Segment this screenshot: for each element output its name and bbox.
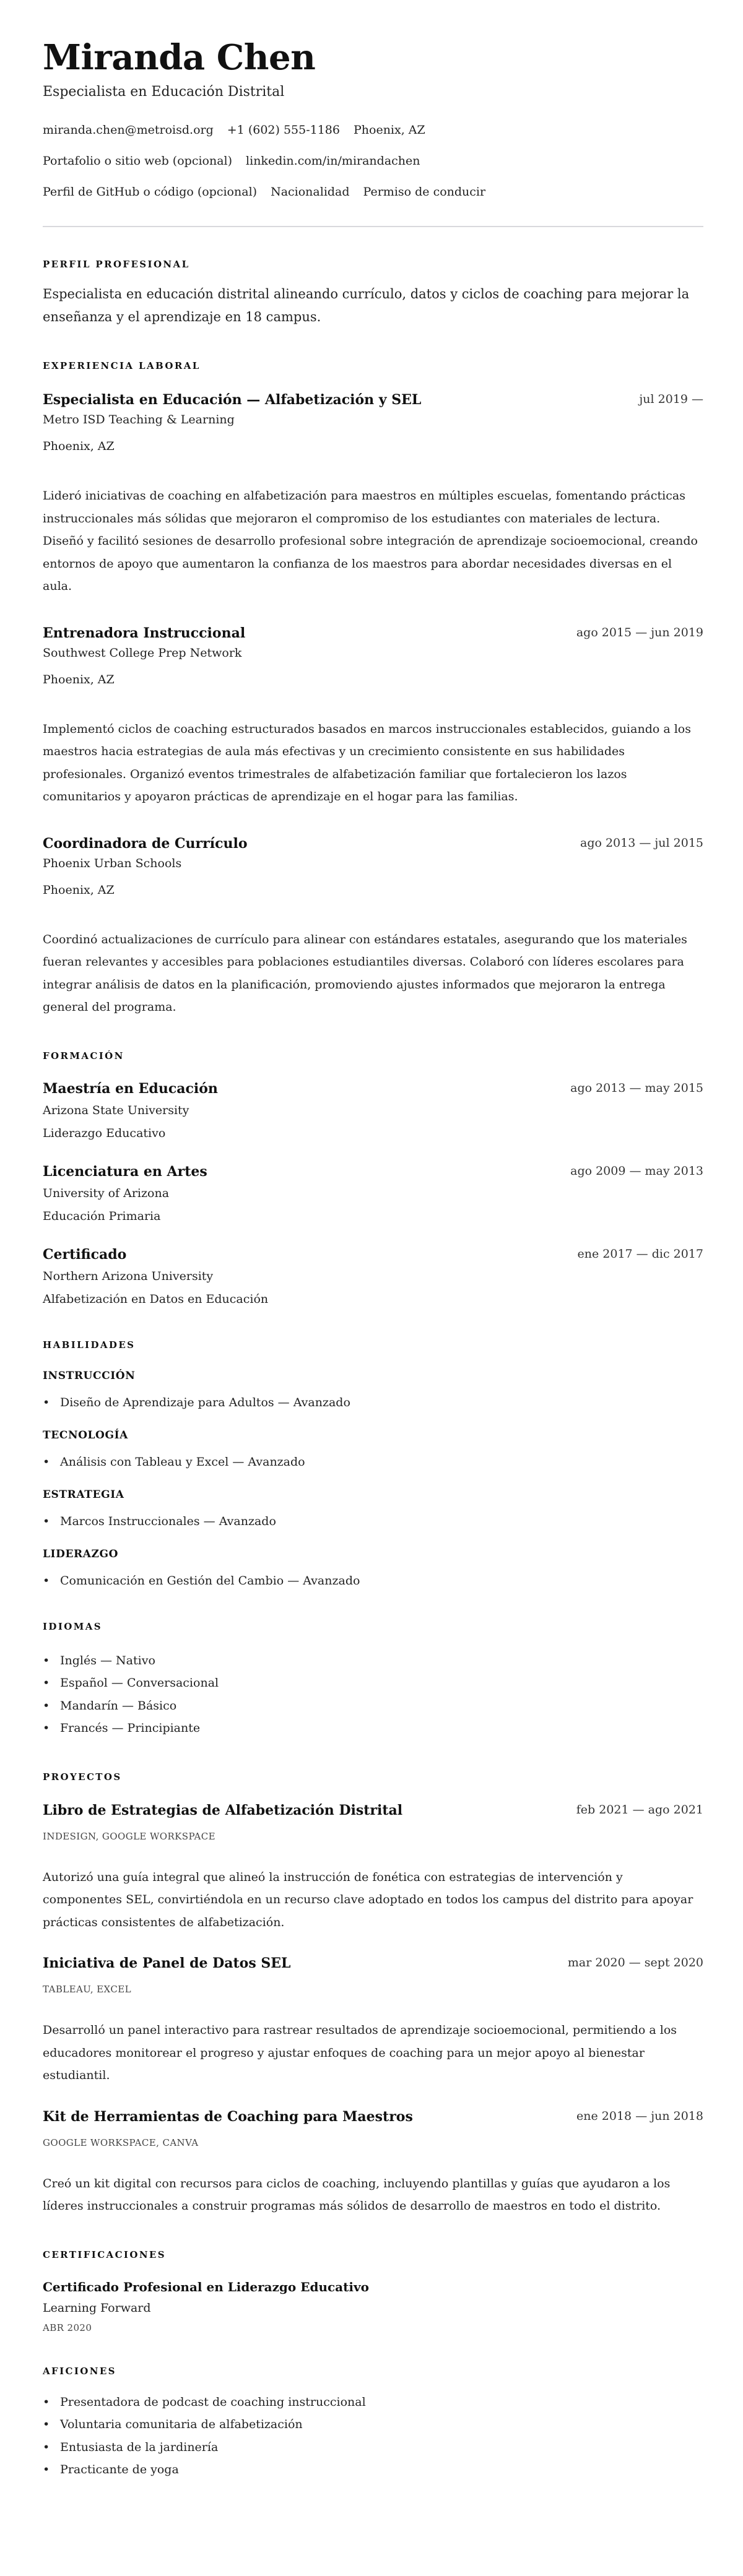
- summary-text: Especialista en educación distrital alineando currículo, datos y ciclos de coaching para mejorar la enseñanza y el aprendizaje en 18 campus.: [43, 287, 690, 324]
- job-description: Implementó ciclos de coaching estructurados basados en marcos instruccionales establecidos, guiando a los maestros hacia estrategias de aula más efectivas y un crecimiento consistente en sus habilidades profesionales. Organizó eventos trimestrales de alfabetización familiar que fortalecieron los lazos comunitarios y apoyaron prácticas de aprendizaje en el hogar para las familias.: [43, 722, 691, 803]
- job-title: Especialista en Educación — Alfabetización y SEL: [43, 392, 422, 408]
- education-dates: ago 2009 — may 2013: [570, 1164, 703, 1178]
- project-item: [43, 1801, 703, 1934]
- contact-phone: +1 (602) 555-1186: [227, 123, 340, 137]
- project-description: Autorizó una guía integral que alineó la instrucción de fonética con estrategias de intervención y componentes SEL, convirtiéndola en un recurso clave adoptado en todos los campus del distrito para apoyar prácticas consistentes de alfabetización.: [43, 1870, 693, 1929]
- section-heading: PROYECTOS: [43, 1771, 122, 1783]
- hobby-item: • Voluntaria comunitaria de alfabetización: [43, 2413, 703, 2436]
- degree-title: Certificado: [43, 1246, 127, 1263]
- section-heading: IDIOMAS: [43, 1620, 102, 1632]
- study-field: Liderazgo Educativo: [43, 1126, 166, 1140]
- job-location: Phoenix, AZ: [43, 883, 115, 897]
- certification-date: ABR 2020: [43, 2322, 92, 2333]
- project-title: Libro de Estrategias de Alfabetización Distrital: [43, 1802, 403, 1818]
- languages-section: [43, 1620, 703, 1740]
- skill-group-heading: ESTRATEGIA: [43, 1488, 124, 1501]
- skill-item: • Análisis con Tableau y Excel — Avanzado: [43, 1453, 703, 1471]
- project-item: [43, 2107, 703, 2218]
- section-heading: HABILIDADES: [43, 1339, 136, 1351]
- project-description: Creó un kit digital con recursos para ciclos de coaching, incluyendo plantillas y guías que ayudaron a los líderes instruccionales a construir programas más sólidos de desarrollo de maestros en todo el distrito.: [43, 2176, 671, 2213]
- hobbies-section: [43, 2365, 703, 2481]
- section-heading: AFICIONES: [43, 2365, 116, 2377]
- project-description: Desarrolló un panel interactivo para rastrear resultados de aprendizaje socioemocional, permitiendo a los educadores monitorear el progreso y ajustar enfoques de coaching para un mejor apoyo al bienestar estudiantil.: [43, 2023, 677, 2082]
- resume-header: [43, 37, 703, 201]
- degree-title: Maestría en Educación: [43, 1080, 218, 1097]
- project-title: Iniciativa de Panel de Datos SEL: [43, 1955, 291, 1971]
- project-tech: GOOGLE WORKSPACE, CANVA: [43, 2137, 199, 2148]
- project-title: Kit de Herramientas de Coaching para Maestros: [43, 2108, 413, 2125]
- skill-item: • Diseño de Aprendizaje para Adultos — Avanzado: [43, 1394, 703, 1411]
- skill-group-heading: LIDERAZGO: [43, 1547, 119, 1560]
- certification-issuer: Learning Forward: [43, 2301, 151, 2315]
- job-company: Metro ISD Teaching & Learning: [43, 413, 235, 426]
- contact-nationality: Nacionalidad: [271, 185, 350, 199]
- school-name: Northern Arizona University: [43, 1269, 214, 1283]
- contact-line: [43, 121, 703, 139]
- project-dates: ene 2018 — jun 2018: [576, 2109, 703, 2123]
- job-title: Entrenadora Instruccional: [43, 625, 246, 641]
- hobby-item: • Entusiasta de la jardinería: [43, 2436, 703, 2459]
- header-divider: [43, 226, 703, 227]
- degree-title: Licenciatura en Artes: [43, 1163, 207, 1180]
- skill-item: • Marcos Instruccionales — Avanzado: [43, 1513, 703, 1530]
- education-dates: ago 2013 — may 2015: [570, 1081, 703, 1095]
- skill-group-heading: INSTRUCCIÓN: [43, 1369, 136, 1382]
- candidate-name: Miranda Chen: [43, 37, 316, 78]
- section-heading: PERFIL PROFESIONAL: [43, 259, 190, 270]
- job-description: Lideró iniciativas de coaching en alfabetización para maestros en múltiples escuelas, fomentando prácticas instruccionales más sólidas que mejoraron el compromiso de los estudiantes con materiales de lectura. Diseñó y facilitó sesiones de desarrollo profesional sobre integración de aprendizaje socioemocional, creando entornos de apoyo que aumentaron la confianza de los maestros para abordar necesidades diversas en el aula.: [43, 489, 698, 593]
- project-dates: feb 2021 — ago 2021: [576, 1802, 703, 1817]
- job-title: Coordinadora de Currículo: [43, 835, 248, 852]
- section-heading: CERTIFICACIONES: [43, 2249, 166, 2260]
- language-item: • Inglés — Nativo: [43, 1649, 703, 1672]
- contact-location: Phoenix, AZ: [353, 123, 425, 137]
- language-item: • Español — Conversacional: [43, 1672, 703, 1695]
- job-dates: ago 2013 — jul 2015: [580, 836, 703, 850]
- school-name: University of Arizona: [43, 1186, 170, 1200]
- summary-section: [43, 258, 703, 329]
- education-dates: ene 2017 — dic 2017: [577, 1247, 703, 1261]
- section-heading: FORMACIÓN: [43, 1050, 124, 1061]
- projects-section: [43, 1771, 703, 2218]
- contact-portfolio: Portafolio o sitio web (opcional): [43, 154, 233, 168]
- certifications-section: [43, 2249, 703, 2334]
- experience-item: [43, 391, 703, 598]
- study-field: Alfabetización en Datos en Educación: [43, 1292, 269, 1306]
- hobby-item: • Practicante de yoga: [43, 2458, 703, 2481]
- language-item: • Mandarín — Básico: [43, 1695, 703, 1718]
- education-section: [43, 1050, 703, 1308]
- hobby-item: • Presentadora de podcast de coaching instruccional: [43, 2391, 703, 2414]
- project-item: [43, 1954, 703, 2087]
- experience-item: [43, 834, 703, 1019]
- job-description: Coordinó actualizaciones de currículo para alinear con estándares estatales, asegurando que los materiales fueran relevantes y accesibles para poblaciones estudiantiles diversas. Colaboró con líderes escolares para integrar análisis de datos en la planificación, promoviendo ajustes informados que mejoraron la entrega general del programa.: [43, 932, 687, 1014]
- project-tech: INDESIGN, GOOGLE WORKSPACE: [43, 1830, 216, 1842]
- education-item: [43, 1079, 703, 1142]
- project-dates: mar 2020 — sept 2020: [567, 1956, 703, 1969]
- section-heading: EXPERIENCIA LABORAL: [43, 360, 201, 371]
- education-item: [43, 1162, 703, 1225]
- study-field: Educación Primaria: [43, 1209, 161, 1223]
- contact-linkedin[interactable]: linkedin.com/in/mirandachen: [246, 154, 420, 168]
- job-company: Southwest College Prep Network: [43, 646, 242, 660]
- language-item: • Francés — Principiante: [43, 1717, 703, 1740]
- contact-line: [43, 183, 703, 201]
- contact-github: Perfil de GitHub o código (opcional): [43, 185, 258, 199]
- education-item: [43, 1245, 703, 1308]
- experience-item: [43, 624, 703, 808]
- job-dates: jul 2019 —: [639, 392, 703, 406]
- job-dates: ago 2015 — jun 2019: [576, 625, 703, 639]
- skills-section: [43, 1339, 703, 1589]
- skill-group-heading: TECNOLOGÍA: [43, 1428, 128, 1441]
- candidate-title: Especialista en Educación Distrital: [43, 84, 285, 100]
- contact-driving-license: Permiso de conducir: [363, 185, 486, 199]
- school-name: Arizona State University: [43, 1103, 189, 1117]
- job-location: Phoenix, AZ: [43, 672, 115, 686]
- contact-email[interactable]: miranda.chen@metroisd.org: [43, 123, 214, 137]
- skill-item: • Comunicación en Gestión del Cambio — Avanzado: [43, 1572, 703, 1589]
- experience-section: [43, 360, 703, 1019]
- job-company: Phoenix Urban Schools: [43, 856, 182, 870]
- job-location: Phoenix, AZ: [43, 439, 115, 453]
- project-tech: TABLEAU, EXCEL: [43, 1984, 131, 1995]
- certification-title: Certificado Profesional en Liderazgo Educativo: [43, 2279, 369, 2294]
- contact-line: [43, 152, 703, 170]
